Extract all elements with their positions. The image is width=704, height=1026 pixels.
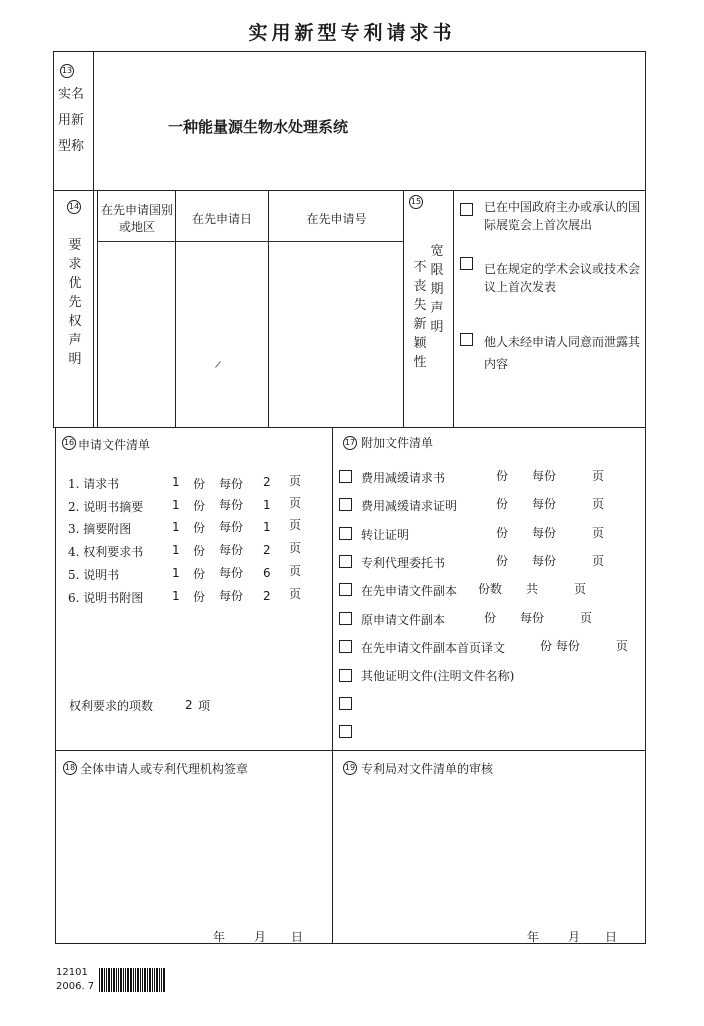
blank-checkbox-2[interactable] xyxy=(339,725,352,738)
pages-unit: 页 xyxy=(289,587,302,601)
each-unit: 每份 xyxy=(219,543,244,557)
invention-name: 一种能量源生物水处理系统 xyxy=(168,118,349,136)
section15-label-a: 不丧失新颖性 xyxy=(413,260,427,370)
date-day: 日 xyxy=(605,930,618,944)
section17-number: 17 xyxy=(343,436,357,450)
conference-option: 已在规定的学术会议或技术会议上首次发表 xyxy=(484,262,641,294)
blank-checkbox-1[interactable] xyxy=(339,697,352,710)
agency-power-checkbox[interactable] xyxy=(339,555,352,568)
claims-count-value: 2 xyxy=(185,698,193,712)
each-unit: 每份 xyxy=(219,520,244,534)
section17-title: 附加文件清单 xyxy=(361,436,434,450)
list-item-copies: 1 xyxy=(172,498,180,512)
list-item-copies: 1 xyxy=(172,543,180,557)
list-item-name: 转让证明 xyxy=(361,528,410,542)
list-item-name: 在先申请文件副本首页译文 xyxy=(361,641,506,655)
list-item-units: 份 每份 页 xyxy=(496,526,605,540)
section13-label: 实名用新型称 xyxy=(58,87,85,154)
date-year: 年 xyxy=(527,930,540,944)
list-item-pages: 1 xyxy=(263,498,271,512)
section14-label: 要求优先权声明 xyxy=(68,238,82,367)
each-unit: 每份 xyxy=(219,589,244,603)
section13-number: 13 xyxy=(60,64,74,78)
list-item-name: 其他证明文件(注明文件名称) xyxy=(361,669,515,683)
priority-number-cell[interactable] xyxy=(270,243,402,426)
exhibition-option: 已在中国政府主办或承认的国际展览会上首次展出 xyxy=(484,200,641,232)
priority-date-cell[interactable] xyxy=(177,243,267,426)
disclosure-checkbox[interactable] xyxy=(460,333,473,346)
list-item-name: 在先申请文件副本 xyxy=(361,584,458,598)
list-item-units: 份 每份 页 xyxy=(496,497,605,511)
list-item-name: 原申请文件副本 xyxy=(361,613,446,627)
list-item-units: 份 每份 页 xyxy=(496,554,605,568)
list-item-pages: 2 xyxy=(263,589,271,603)
list-item-name: 5. 说明书 xyxy=(68,568,120,582)
list-item-pages: 2 xyxy=(263,543,271,557)
list-item-copies: 1 xyxy=(172,566,180,580)
date-month: 月 xyxy=(568,930,581,944)
pages-unit: 页 xyxy=(289,564,302,578)
list-item-name: 费用减缓请求证明 xyxy=(361,499,458,513)
list-item-name: 专利代理委托书 xyxy=(361,556,446,570)
list-item-name: 4. 权利要求书 xyxy=(68,545,144,559)
fee-reduction-proof-checkbox[interactable] xyxy=(339,498,352,511)
disclosure-option: 他人未经申请人同意而泄露其内容 xyxy=(484,335,641,371)
list-item-pages: 6 xyxy=(263,566,271,580)
section16-number: 16 xyxy=(62,436,76,450)
col-prior-country: 在先申请国别或地区 xyxy=(101,203,174,234)
copies-unit: 份 xyxy=(193,477,206,491)
list-item-name: 2. 说明书摘要 xyxy=(68,500,144,514)
list-item-name: 费用减缓请求书 xyxy=(361,471,446,485)
list-item-name: 6. 说明书附图 xyxy=(68,591,144,605)
section18-number: 18 xyxy=(63,761,77,775)
date-day: 日 xyxy=(291,930,304,944)
list-item-name: 3. 摘要附图 xyxy=(68,522,132,536)
list-item-name: 1. 请求书 xyxy=(68,477,120,491)
section14-number: 14 xyxy=(67,200,81,214)
copies-unit: 份 xyxy=(193,544,206,558)
list-item-units: 份 每份 页 xyxy=(540,639,628,653)
section15-label-b: 宽限期声明 xyxy=(430,244,444,335)
section19-number: 19 xyxy=(343,761,357,775)
exhibition-checkbox[interactable] xyxy=(460,203,473,216)
section19-title: 专利局对文件清单的审核 xyxy=(361,762,494,776)
applicant-signature-area[interactable] xyxy=(60,782,328,920)
each-unit: 每份 xyxy=(219,498,244,512)
form-code: 12101 xyxy=(56,967,88,978)
original-copy-checkbox[interactable] xyxy=(339,612,352,625)
copies-unit: 份 xyxy=(193,567,206,581)
conference-checkbox[interactable] xyxy=(460,257,473,270)
other-proof-checkbox[interactable] xyxy=(339,669,352,682)
fee-reduction-request-checkbox[interactable] xyxy=(339,470,352,483)
date-year: 年 xyxy=(213,930,226,944)
pages-unit: 页 xyxy=(289,496,302,510)
claims-count-unit: 项 xyxy=(198,699,211,713)
list-item-units: 份 每份 页 xyxy=(484,611,593,625)
office-review-area[interactable] xyxy=(338,782,642,920)
pages-unit: 页 xyxy=(289,474,302,488)
col-prior-date: 在先申请日 xyxy=(191,212,252,226)
claims-count-label: 权利要求的项数 xyxy=(69,699,154,713)
each-unit: 每份 xyxy=(219,477,244,491)
date-month: 月 xyxy=(254,930,267,944)
prior-copy-checkbox[interactable] xyxy=(339,583,352,596)
transfer-proof-checkbox[interactable] xyxy=(339,527,352,540)
copies-unit: 份 xyxy=(193,590,206,604)
section18-title: 全体申请人或专利代理机构签章 xyxy=(80,762,249,776)
translation-checkbox[interactable] xyxy=(339,640,352,653)
section15-number: 15 xyxy=(409,195,423,209)
copies-unit: 份 xyxy=(193,521,206,535)
list-item-copies: 1 xyxy=(172,589,180,603)
list-item-copies: 1 xyxy=(172,520,180,534)
list-item-copies: 1 xyxy=(172,475,180,489)
each-unit: 每份 xyxy=(219,566,244,580)
list-item-units: 份数 共 页 xyxy=(478,582,587,596)
list-item-units: 份 每份 页 xyxy=(496,469,605,483)
pages-unit: 页 xyxy=(289,518,302,532)
form-version: 2006. 7 xyxy=(56,981,95,992)
list-item-pages: 2 xyxy=(263,475,271,489)
section16-title: 申请文件清单 xyxy=(78,438,151,452)
form-title: 实用新型专利请求书 xyxy=(248,22,456,44)
col-prior-number: 在先申请号 xyxy=(306,212,367,226)
copies-unit: 份 xyxy=(193,499,206,513)
list-item-pages: 1 xyxy=(263,520,271,534)
pages-unit: 页 xyxy=(289,541,302,555)
priority-country-cell[interactable] xyxy=(98,243,174,426)
barcode xyxy=(99,968,173,992)
